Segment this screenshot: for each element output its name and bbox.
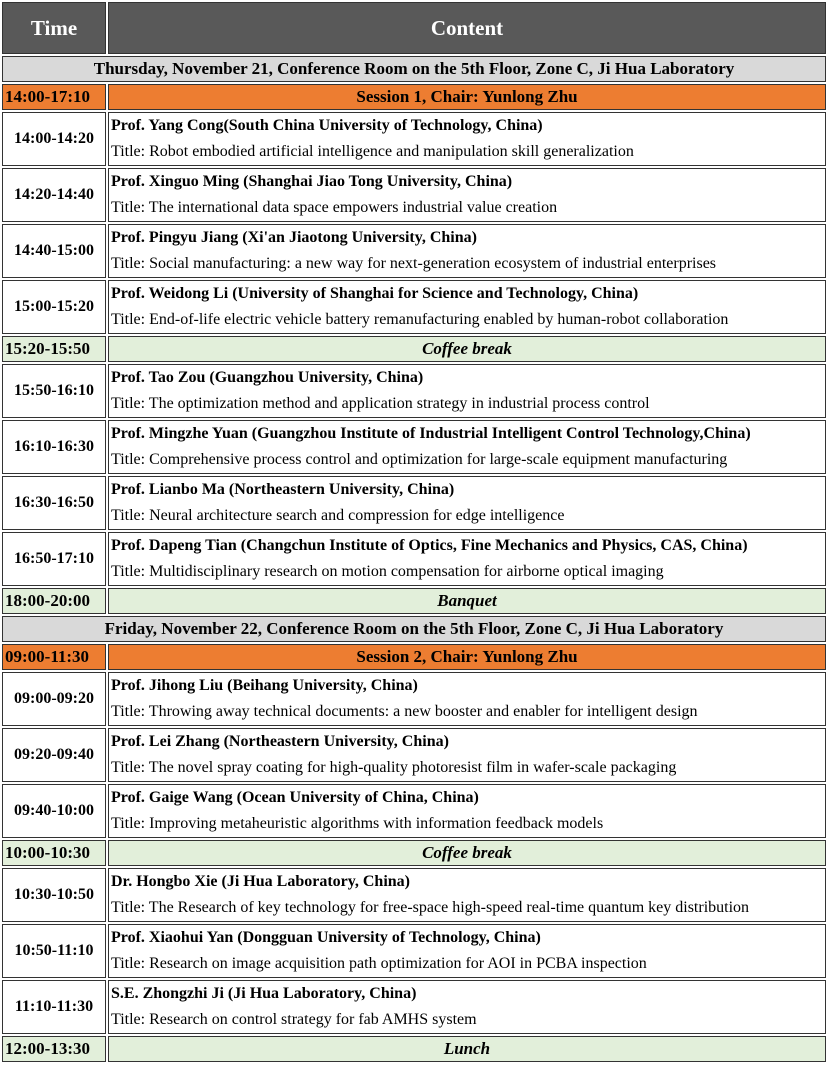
session-label: Session 2, Chair: Yunlong Zhu [108, 644, 826, 670]
day-row [2, 56, 826, 82]
talk-details [108, 224, 826, 278]
talk-title: Title: The international data space empowers industrial value creation [111, 199, 558, 216]
talk-title: Title: Multidisciplinary research on motion compensation for airborne optical imaging [111, 563, 664, 580]
talk-details [108, 420, 826, 474]
talk-time: 09:00-09:20 [2, 672, 106, 726]
talk-details [108, 532, 826, 586]
talk-speaker: S.E. Zhongzhi Ji (Ji Hua Laboratory, China) [111, 985, 417, 1002]
talk-row [2, 728, 826, 782]
talk-row [2, 476, 826, 530]
session-label: Session 1, Chair: Yunlong Zhu [108, 84, 826, 110]
talk-row [2, 924, 826, 978]
talk-details [108, 364, 826, 418]
talk-details [108, 280, 826, 334]
talk-details [108, 112, 826, 166]
talk-speaker: Prof. Jihong Liu (Beihang University, China) [111, 677, 418, 694]
talk-details [108, 476, 826, 530]
talk-speaker: Prof. Yang Cong(South China University of Technology, China) [111, 117, 543, 134]
lunch-time: 12:00-13:30 [2, 1036, 106, 1062]
talk-time: 10:30-10:50 [2, 868, 106, 922]
talk-row [2, 168, 826, 222]
talk-title: Title: End-of-life electric vehicle battery remanufacturing enabled by human-robot collaboration [111, 311, 729, 328]
day-row [2, 616, 826, 642]
session-time: 09:00-11:30 [2, 644, 106, 670]
talk-title: Title: The novel spray coating for high-quality photoresist film in wafer-scale packaging [111, 759, 677, 776]
time-column-header: Time [2, 2, 106, 54]
session-time: 14:00-17:10 [2, 84, 106, 110]
talk-title: Title: Social manufacturing: a new way for next-generation ecosystem of industrial enterprises [111, 255, 717, 272]
talk-row [2, 420, 826, 474]
talk-time: 09:40-10:00 [2, 784, 106, 838]
talk-row [2, 364, 826, 418]
lunch-label: Lunch [108, 1036, 826, 1062]
talk-speaker: Prof. Dapeng Tian (Changchun Institute of Optics, Fine Mechanics and Physics, CAS, China) [111, 537, 748, 554]
talk-title: Title: Neural architecture search and compression for edge intelligence [111, 507, 565, 524]
talk-time: 16:10-16:30 [2, 420, 106, 474]
talk-title: Title: The optimization method and application strategy in industrial process control [111, 395, 650, 412]
talk-time: 11:10-11:30 [2, 980, 106, 1034]
talk-time: 16:50-17:10 [2, 532, 106, 586]
break-row [2, 840, 826, 866]
session-row [2, 644, 826, 670]
banquet-label: Banquet [108, 588, 826, 614]
talk-speaker: Prof. Weidong Li (University of Shanghai for Science and Technology, China) [111, 285, 639, 302]
break-time: 15:20-15:50 [2, 336, 106, 362]
talk-speaker: Prof. Tao Zou (Guangzhou University, China) [111, 369, 424, 386]
banquet-time: 18:00-20:00 [2, 588, 106, 614]
talk-row [2, 980, 826, 1034]
talk-time: 15:50-16:10 [2, 364, 106, 418]
day-heading: Friday, November 22, Conference Room on the 5th Floor, Zone C, Ji Hua Laboratory [2, 616, 826, 642]
header-row [2, 2, 826, 54]
talk-title: Title: Throwing away technical documents: a new booster and enabler for intelligent design [111, 703, 698, 720]
talk-title: Title: Improving metaheuristic algorithms with information feedback models [111, 815, 604, 832]
talk-time: 10:50-11:10 [2, 924, 106, 978]
talk-time: 16:30-16:50 [2, 476, 106, 530]
talk-row [2, 868, 826, 922]
talk-row [2, 112, 826, 166]
talk-details [108, 728, 826, 782]
talk-title: Title: Research on control strategy for fab AMHS system [111, 1011, 477, 1028]
talk-time: 15:00-15:20 [2, 280, 106, 334]
talk-details [108, 924, 826, 978]
talk-speaker: Prof. Mingzhe Yuan (Guangzhou Institute of Industrial Intelligent Control Technology,China) [111, 425, 751, 442]
talk-speaker: Prof. Xinguo Ming (Shanghai Jiao Tong University, China) [111, 173, 513, 190]
talk-speaker: Prof. Xiaohui Yan (Dongguan University of Technology, China) [111, 929, 541, 946]
content-column-header: Content [108, 2, 826, 54]
talk-details [108, 168, 826, 222]
day-heading: Thursday, November 21, Conference Room on the 5th Floor, Zone C, Ji Hua Laboratory [2, 56, 826, 82]
talk-speaker: Prof. Lei Zhang (Northeastern University, China) [111, 733, 449, 750]
talk-details [108, 868, 826, 922]
talk-row [2, 672, 826, 726]
talk-title: Title: Robot embodied artificial intelligence and manipulation skill generalization [111, 143, 634, 160]
talk-title: Title: Comprehensive process control and optimization for large-scale equipment manufacturing [111, 451, 728, 468]
talk-title: Title: The Research of key technology for free-space high-speed real-time quantum key distribution [111, 899, 750, 916]
talk-title: Title: Research on image acquisition path optimization for AOI in PCBA inspection [111, 955, 647, 972]
break-row [2, 336, 826, 362]
talk-time: 14:20-14:40 [2, 168, 106, 222]
banquet-row [2, 588, 826, 614]
talk-row [2, 532, 826, 586]
talk-details [108, 672, 826, 726]
talk-time: 14:00-14:20 [2, 112, 106, 166]
lunch-row [2, 1036, 826, 1062]
talk-row [2, 280, 826, 334]
break-label: Coffee break [108, 840, 826, 866]
talk-details [108, 980, 826, 1034]
talk-time: 14:40-15:00 [2, 224, 106, 278]
talk-time: 09:20-09:40 [2, 728, 106, 782]
break-time: 10:00-10:30 [2, 840, 106, 866]
talk-speaker: Prof. Lianbo Ma (Northeastern University, China) [111, 481, 455, 498]
talk-row [2, 224, 826, 278]
talk-row [2, 784, 826, 838]
talk-speaker: Prof. Gaige Wang (Ocean University of China, China) [111, 789, 479, 806]
break-label: Coffee break [108, 336, 826, 362]
talk-speaker: Dr. Hongbo Xie (Ji Hua Laboratory, China) [111, 873, 410, 890]
talk-details [108, 784, 826, 838]
session-row [2, 84, 826, 110]
talk-speaker: Prof. Pingyu Jiang (Xi'an Jiaotong University, China) [111, 229, 477, 246]
